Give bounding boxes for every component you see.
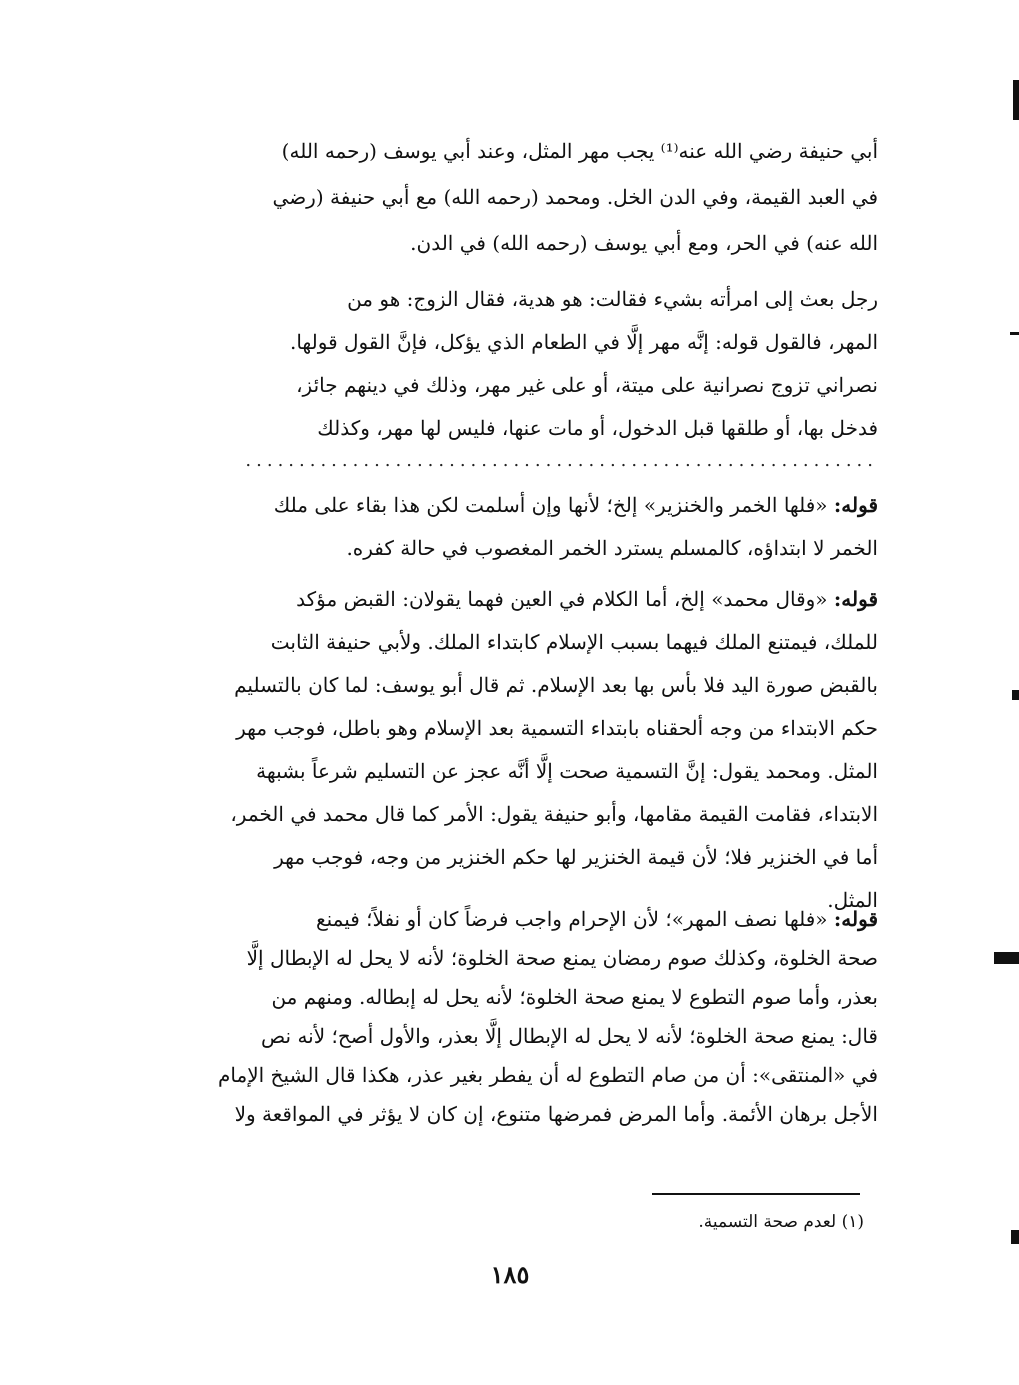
scan-edge-mark xyxy=(1012,690,1019,700)
text-line xyxy=(188,793,878,836)
quote-lead: قوله: xyxy=(833,587,878,611)
footnote-divider xyxy=(652,1193,860,1195)
scan-edge-mark xyxy=(1013,80,1019,120)
text-line xyxy=(188,836,878,879)
text-line xyxy=(188,1056,878,1095)
line-text: المثل. ومحمد يقول: إنَّ التسمية صحت إلَّا أنَّه عجز عن التسليم شرعاً بشبهة xyxy=(256,759,878,783)
line-text: بالقبض صورة اليد فلا بأس بها بعد الإسلام. ثم قال أبو يوسف: لما كان بالتسليم xyxy=(234,673,878,697)
text-line: نصراني تزوج نصرانية على ميتة، أو على غير مهر، وذلك في دينهم جائز، xyxy=(296,373,878,397)
text-line xyxy=(188,978,878,1017)
paragraph-gift-dispute xyxy=(188,278,878,450)
text-line: الله عنه) في الحر، ومع أبي يوسف (رحمه الله) في الدن. xyxy=(410,231,878,255)
quote-lead: قوله: xyxy=(833,493,878,517)
line-text: «فلها نصف المهر»؛ لأن الإحرام واجب فرضاً كان أو نفلاً؛ فيمنع xyxy=(315,907,834,931)
scan-edge-mark xyxy=(1011,1230,1019,1244)
line-text: أما في الخنزير فلا؛ لأن قيمة الخنزير لها حكم الخنزير من وجه، فوجب مهر xyxy=(274,845,878,869)
line-text: صحة الخلوة، وكذلك صوم رمضان يمنع صحة الخلوة؛ لأنه لا يحل له الإبطال إلَّا xyxy=(246,946,878,970)
text-line xyxy=(188,578,878,621)
text-line: أبي حنيفة رضي الله عنه⁽¹⁾ يجب مهر المثل، وعند أبي يوسف (رحمه الله) xyxy=(281,139,878,163)
scan-edge-mark xyxy=(1010,332,1019,335)
line-text: حكم الابتداء من وجه ألحقناه بابتداء التسمية بعد الإسلام وهو باطل، فوجب مهر xyxy=(236,716,878,740)
line-text: «وقال محمد» إلخ، أما الكلام في العين فهما يقولان: القبض مؤكد xyxy=(296,587,834,611)
text-line xyxy=(188,484,878,527)
line-text: بعذر، وأما صوم التطوع لا يمنع صحة الخلوة؛ لأنه يحل له إبطاله. ومنهم من xyxy=(271,985,878,1009)
line-text: الأجل برهان الأئمة. وأما المرض فمرضها متنوع، إن كان لا يؤثر في المواقعة ولا xyxy=(234,1102,878,1126)
text-line: رجل بعث إلى امرأته بشيء فقالت: هو هدية، فقال الزوج: هو من xyxy=(347,287,878,311)
line-text: «فلها الخمر والخنزير» إلخ؛ لأنها وإن أسلمت لكن هذا بقاء على ملك xyxy=(273,493,834,517)
text-line xyxy=(188,750,878,793)
page-number: ١٨٥ xyxy=(490,1260,530,1289)
text-line xyxy=(188,621,878,664)
scan-edge-mark xyxy=(994,952,1019,964)
footnote: (١) لعدم صحة التسمية. xyxy=(698,1212,864,1232)
text-line xyxy=(188,939,878,978)
text-line xyxy=(188,527,878,570)
line-text: في «المنتقى»: أن من صام التطوع له أن يفطر بغير عذر، هكذا قال الشيخ الإمام xyxy=(218,1063,878,1087)
paragraph-continuation xyxy=(188,128,878,266)
text-line xyxy=(188,1095,878,1134)
commentary-section xyxy=(188,484,878,922)
line-text: الخمر لا ابتداؤه، كالمسلم يسترد الخمر المغصوب في حالة كفره. xyxy=(346,536,878,560)
line-text: المثل. xyxy=(827,888,878,912)
quote-lead: قوله: xyxy=(833,907,878,931)
text-line: في العبد القيمة، وفي الدن الخل. ومحمد (رحمه الله) مع أبي حنيفة (رضي xyxy=(272,185,878,209)
text-line xyxy=(188,707,878,750)
commentary-half-dower xyxy=(188,900,878,1134)
line-text: الابتداء، فقامت القيمة مقامها، وأبو حنيفة يقول: الأمر كما قال محمد في الخمر، xyxy=(230,802,878,826)
dotted-separator: ........................................................... xyxy=(245,452,878,470)
text-line xyxy=(188,1017,878,1056)
text-line: المهر، فالقول قوله: إنَّه مهر إلَّا في الطعام الذي يؤكل، فإنَّ القول قولها. xyxy=(289,330,878,354)
text-line xyxy=(188,900,878,939)
text-line: فدخل بها، أو طلقها قبل الدخول، أو مات عنها، فليس لها مهر، وكذلك xyxy=(317,416,878,440)
line-text: قال: يمنع صحة الخلوة؛ لأنه لا يحل له الإبطال إلَّا بعذر، والأول أصح؛ لأنه نص xyxy=(261,1024,878,1048)
line-text: للملك، فيمتنع الملك فيهما بسبب الإسلام كابتداء الملك. ولأبي حنيفة الثابت xyxy=(270,630,878,654)
text-line xyxy=(188,664,878,707)
